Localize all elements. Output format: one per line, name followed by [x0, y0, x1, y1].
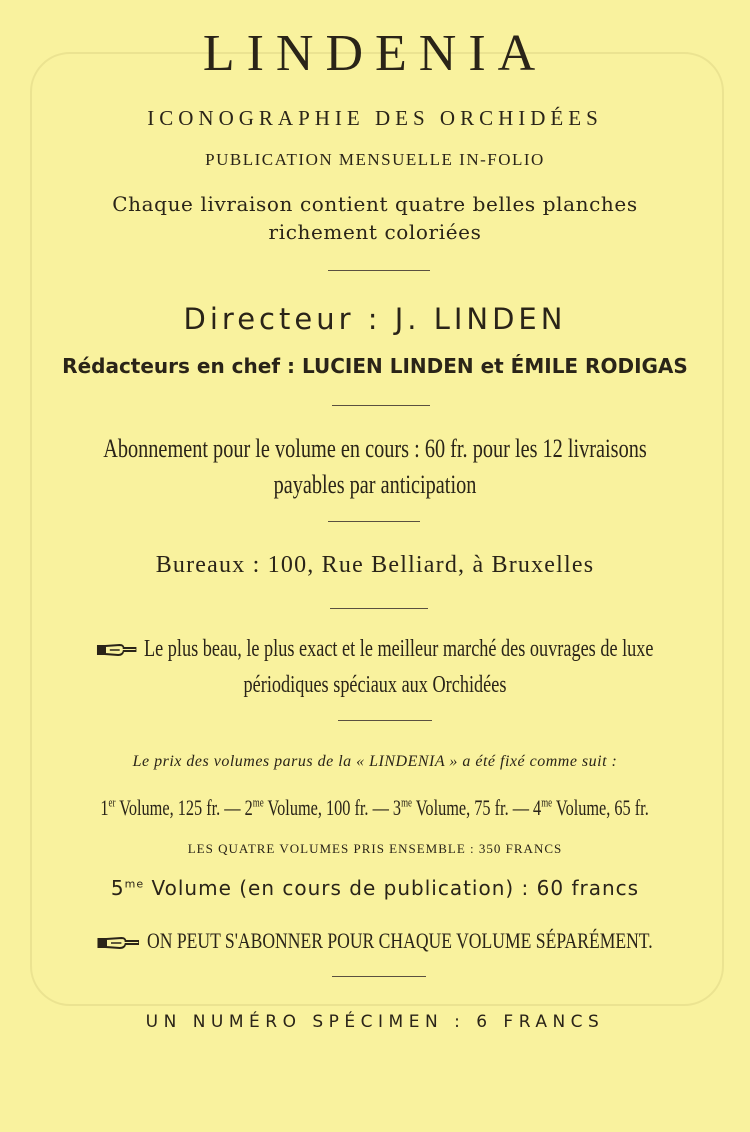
fifth-volume: [0, 876, 750, 900]
editors-label: Rédacteurs en chef :: [62, 354, 302, 378]
volume-1-label: Volume, 125 fr.: [115, 795, 221, 820]
director: Directeur : J. LINDEN: [183, 302, 567, 336]
volume-3-label: Volume, 75 fr.: [412, 795, 510, 820]
claim-line-2: périodiques spéciaux aux Orchidées: [243, 672, 507, 698]
fifth-volume-num: 5: [110, 876, 125, 900]
fifth-volume-label: Volume (en cours de publication) : 60 francs: [144, 876, 640, 900]
fifth-volume-sup: me: [124, 877, 145, 891]
publication-line: PUBLICATION MENSUELLE IN-FOLIO: [205, 150, 545, 169]
volume-4-sup: me: [541, 795, 553, 810]
subtitle: ICONOGRAPHIE DES ORCHIDÉES: [147, 106, 603, 130]
title: LINDENIA: [202, 25, 548, 82]
prices-intro: Le prix des volumes parus de la « LINDENIA » a été fixé comme suit :: [132, 753, 618, 770]
description-line-2: richement coloriées: [268, 220, 482, 244]
volume-3-sup: me: [401, 795, 413, 810]
separate-subscription: [0, 928, 750, 954]
divider: [332, 405, 430, 406]
divider: [328, 270, 430, 271]
editors-line: [0, 354, 750, 378]
bureaux-address: Bureaux : 100, Rue Belliard, à Bruxelles: [155, 552, 595, 578]
divider: [332, 976, 426, 977]
volume-separator: —: [509, 795, 534, 820]
volume-separator: —: [220, 795, 246, 820]
volume-4-num: 4: [533, 795, 542, 820]
divider: [338, 720, 432, 721]
editors-names: LUCIEN LINDEN et ÉMILE RODIGAS: [301, 354, 688, 378]
volume-3-num: 3: [393, 795, 402, 820]
volume-2-sup: me: [253, 795, 265, 810]
all-four-volumes: LES QUATRE VOLUMES PRIS ENSEMBLE : 350 FRANCS: [187, 841, 563, 856]
divider: [330, 608, 428, 609]
subscription-line-2: payables par anticipation: [273, 470, 477, 499]
specimen-price: UN NUMÉRO SPÉCIMEN : 6 FRANCS: [145, 1012, 605, 1032]
volume-2-num: 2: [245, 795, 254, 820]
volume-1-num: 1: [100, 795, 109, 820]
volume-4-label: Volume, 65 fr.: [552, 795, 650, 820]
volume-prices: [0, 795, 750, 821]
volume-separator: —: [368, 795, 394, 820]
volume-1-sup: er: [108, 795, 116, 810]
pointing-hand-icon: [97, 935, 139, 951]
subscription-line-1: Abonnement pour le volume en cours : 60 fr. pour les 12 livraisons: [103, 434, 647, 463]
claim-line-1-text: Le plus beau, le plus exact et le meilleur marché des ouvrages de luxe: [143, 636, 654, 662]
separate-subscription-text: ON PEUT S'ABONNER POUR CHAQUE VOLUME SÉPARÉMENT.: [146, 928, 653, 953]
divider: [328, 521, 420, 522]
claim-line-1: [0, 636, 750, 663]
description-line-1: Chaque livraison contient quatre belles planches: [112, 192, 638, 216]
volume-2-label: Volume, 100 fr.: [264, 795, 369, 820]
pointing-hand-icon: [97, 642, 137, 658]
